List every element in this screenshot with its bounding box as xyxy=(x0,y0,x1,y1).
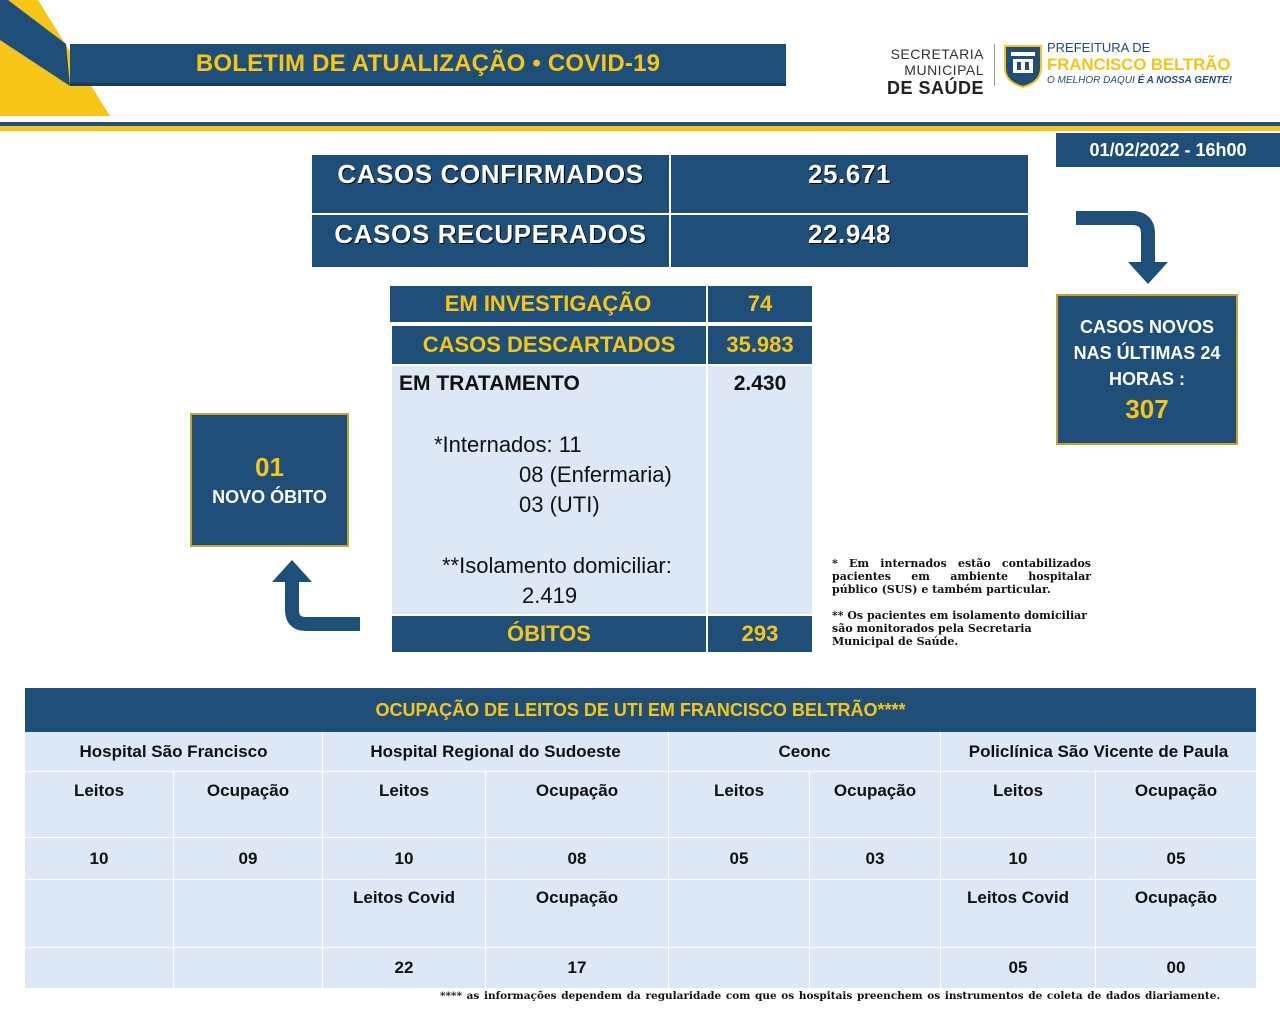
recuperados-value: 22.948 xyxy=(671,215,1028,267)
slogan-part2: É A NOSSA GENTE! xyxy=(1137,75,1233,86)
col-header: Ocupação xyxy=(1096,772,1256,838)
prefeitura-slogan xyxy=(1047,75,1257,86)
table-cell: 10 xyxy=(25,838,174,880)
novo-obito-box xyxy=(190,413,349,547)
hospital-ceonc: Ceonc xyxy=(669,732,941,772)
tratamento-label: EM TRATAMENTO xyxy=(399,372,580,395)
covid-header xyxy=(669,880,810,948)
descartados-value: 35.983 xyxy=(708,326,812,364)
secretaria-logo xyxy=(812,46,984,99)
hospital-regional-sudoeste: Hospital Regional do Sudoeste xyxy=(323,732,669,772)
table-cell: 10 xyxy=(941,838,1096,880)
col-header: Ocupação xyxy=(174,772,323,838)
header-stripe-gold xyxy=(0,126,1280,131)
bulletin-title: BOLETIM DE ATUALIZAÇÃO • COVID-19 xyxy=(70,44,786,86)
table-cell: 03 xyxy=(810,838,941,880)
uti-table xyxy=(25,732,1256,989)
tratamento-value: 2.430 xyxy=(708,366,812,614)
status-table xyxy=(390,286,812,652)
arrow-down-curve-icon xyxy=(1074,206,1170,286)
casos-novos-line3: HORAS : xyxy=(1109,369,1185,389)
date-badge: 01/02/2022 - 16h00 xyxy=(1056,133,1280,167)
obitos-label: ÓBITOS xyxy=(392,616,706,652)
novo-obito-label: NOVO ÓBITO xyxy=(212,487,327,507)
table-cell xyxy=(810,948,941,989)
note-isolamento: ** Os pacientes em isolamento domiciliar são monitorados pela Secretaria Municipal de Saúde. xyxy=(832,609,1088,648)
casos-novos-value: 307 xyxy=(1125,394,1169,424)
table-cell: 00 xyxy=(1096,948,1256,989)
covid-header xyxy=(810,880,941,948)
city-crest-icon xyxy=(1003,44,1043,88)
col-header: Leitos xyxy=(669,772,810,838)
col-header: Leitos xyxy=(25,772,174,838)
secretaria-line2: DE SAÚDE xyxy=(886,78,984,98)
uti-table-title: OCUPAÇÃO DE LEITOS DE UTI EM FRANCISCO BELTRÃO**** xyxy=(25,688,1256,732)
col-header: Leitos xyxy=(323,772,486,838)
tratamento-cell xyxy=(392,366,706,614)
isolamento-text: **Isolamento domiciliar: xyxy=(442,553,672,578)
table-cell: 08 xyxy=(486,838,669,880)
covid-header xyxy=(174,880,323,948)
uti-text: 03 (UTI) xyxy=(519,492,600,517)
confirmados-label: CASOS CONFIRMADOS xyxy=(312,155,669,213)
table-cell: 10 xyxy=(323,838,486,880)
covid-header xyxy=(25,880,174,948)
investigacao-label: EM INVESTIGAÇÃO xyxy=(390,286,706,322)
summary-table xyxy=(312,155,1028,267)
table-cell: 17 xyxy=(486,948,669,989)
table-cell: 09 xyxy=(174,838,323,880)
secretaria-line1: SECRETARIA MUNICIPAL xyxy=(890,46,984,78)
enfermaria-text: 08 (Enfermaria) xyxy=(519,462,672,487)
recuperados-label: CASOS RECUPERADOS xyxy=(312,215,669,267)
prefeitura-line1: PREFEITURA DE xyxy=(1047,40,1151,55)
covid-header: Ocupação xyxy=(486,880,669,948)
investigacao-value: 74 xyxy=(708,286,812,322)
col-header: Ocupação xyxy=(810,772,941,838)
table-cell: 22 xyxy=(323,948,486,989)
descartados-label: CASOS DESCARTADOS xyxy=(392,326,706,364)
table-cell xyxy=(25,948,174,989)
uti-footnote: **** as informações dependem da regularidade com que os hospitais preenchem os instrumentos de coleta de dados diariamente. xyxy=(440,990,1221,1002)
col-header: Leitos xyxy=(941,772,1096,838)
hospital-policlinica: Policlínica São Vicente de Paula xyxy=(941,732,1256,772)
table-cell: 05 xyxy=(941,948,1096,989)
table-cell: 05 xyxy=(669,838,810,880)
header-divider xyxy=(994,44,995,86)
arrow-up-curve-icon xyxy=(262,558,362,640)
casos-novos-line1: CASOS NOVOS xyxy=(1079,317,1215,337)
casos-novos-line2: NAS ÚLTIMAS 24 xyxy=(1073,343,1221,363)
prefeitura-line2: FRANCISCO BELTRÃO xyxy=(1047,55,1231,74)
casos-novos-box xyxy=(1056,294,1238,445)
obitos-value: 293 xyxy=(708,616,812,652)
covid-header: Leitos Covid xyxy=(941,880,1096,948)
table-cell: 05 xyxy=(1096,838,1256,880)
novo-obito-value: 01 xyxy=(255,452,284,482)
slogan-part1: O MELHOR DAQUI xyxy=(1047,75,1138,86)
isolamento-value: 2.419 xyxy=(522,583,578,608)
table-cell xyxy=(669,948,810,989)
covid-header: Leitos Covid xyxy=(323,880,486,948)
hospital-sao-francisco: Hospital São Francisco xyxy=(25,732,323,772)
internados-text: *Internados: 11 xyxy=(434,432,582,457)
col-header: Ocupação xyxy=(486,772,669,838)
note-internados: * Em internados estão contabilizados pacientes em ambiente hospitalar público (SUS) e também particular. xyxy=(832,557,1091,596)
prefeitura-logo xyxy=(1047,40,1257,86)
table-cell xyxy=(174,948,323,989)
covid-header: Ocupação xyxy=(1096,880,1256,948)
confirmados-value: 25.671 xyxy=(671,155,1028,213)
